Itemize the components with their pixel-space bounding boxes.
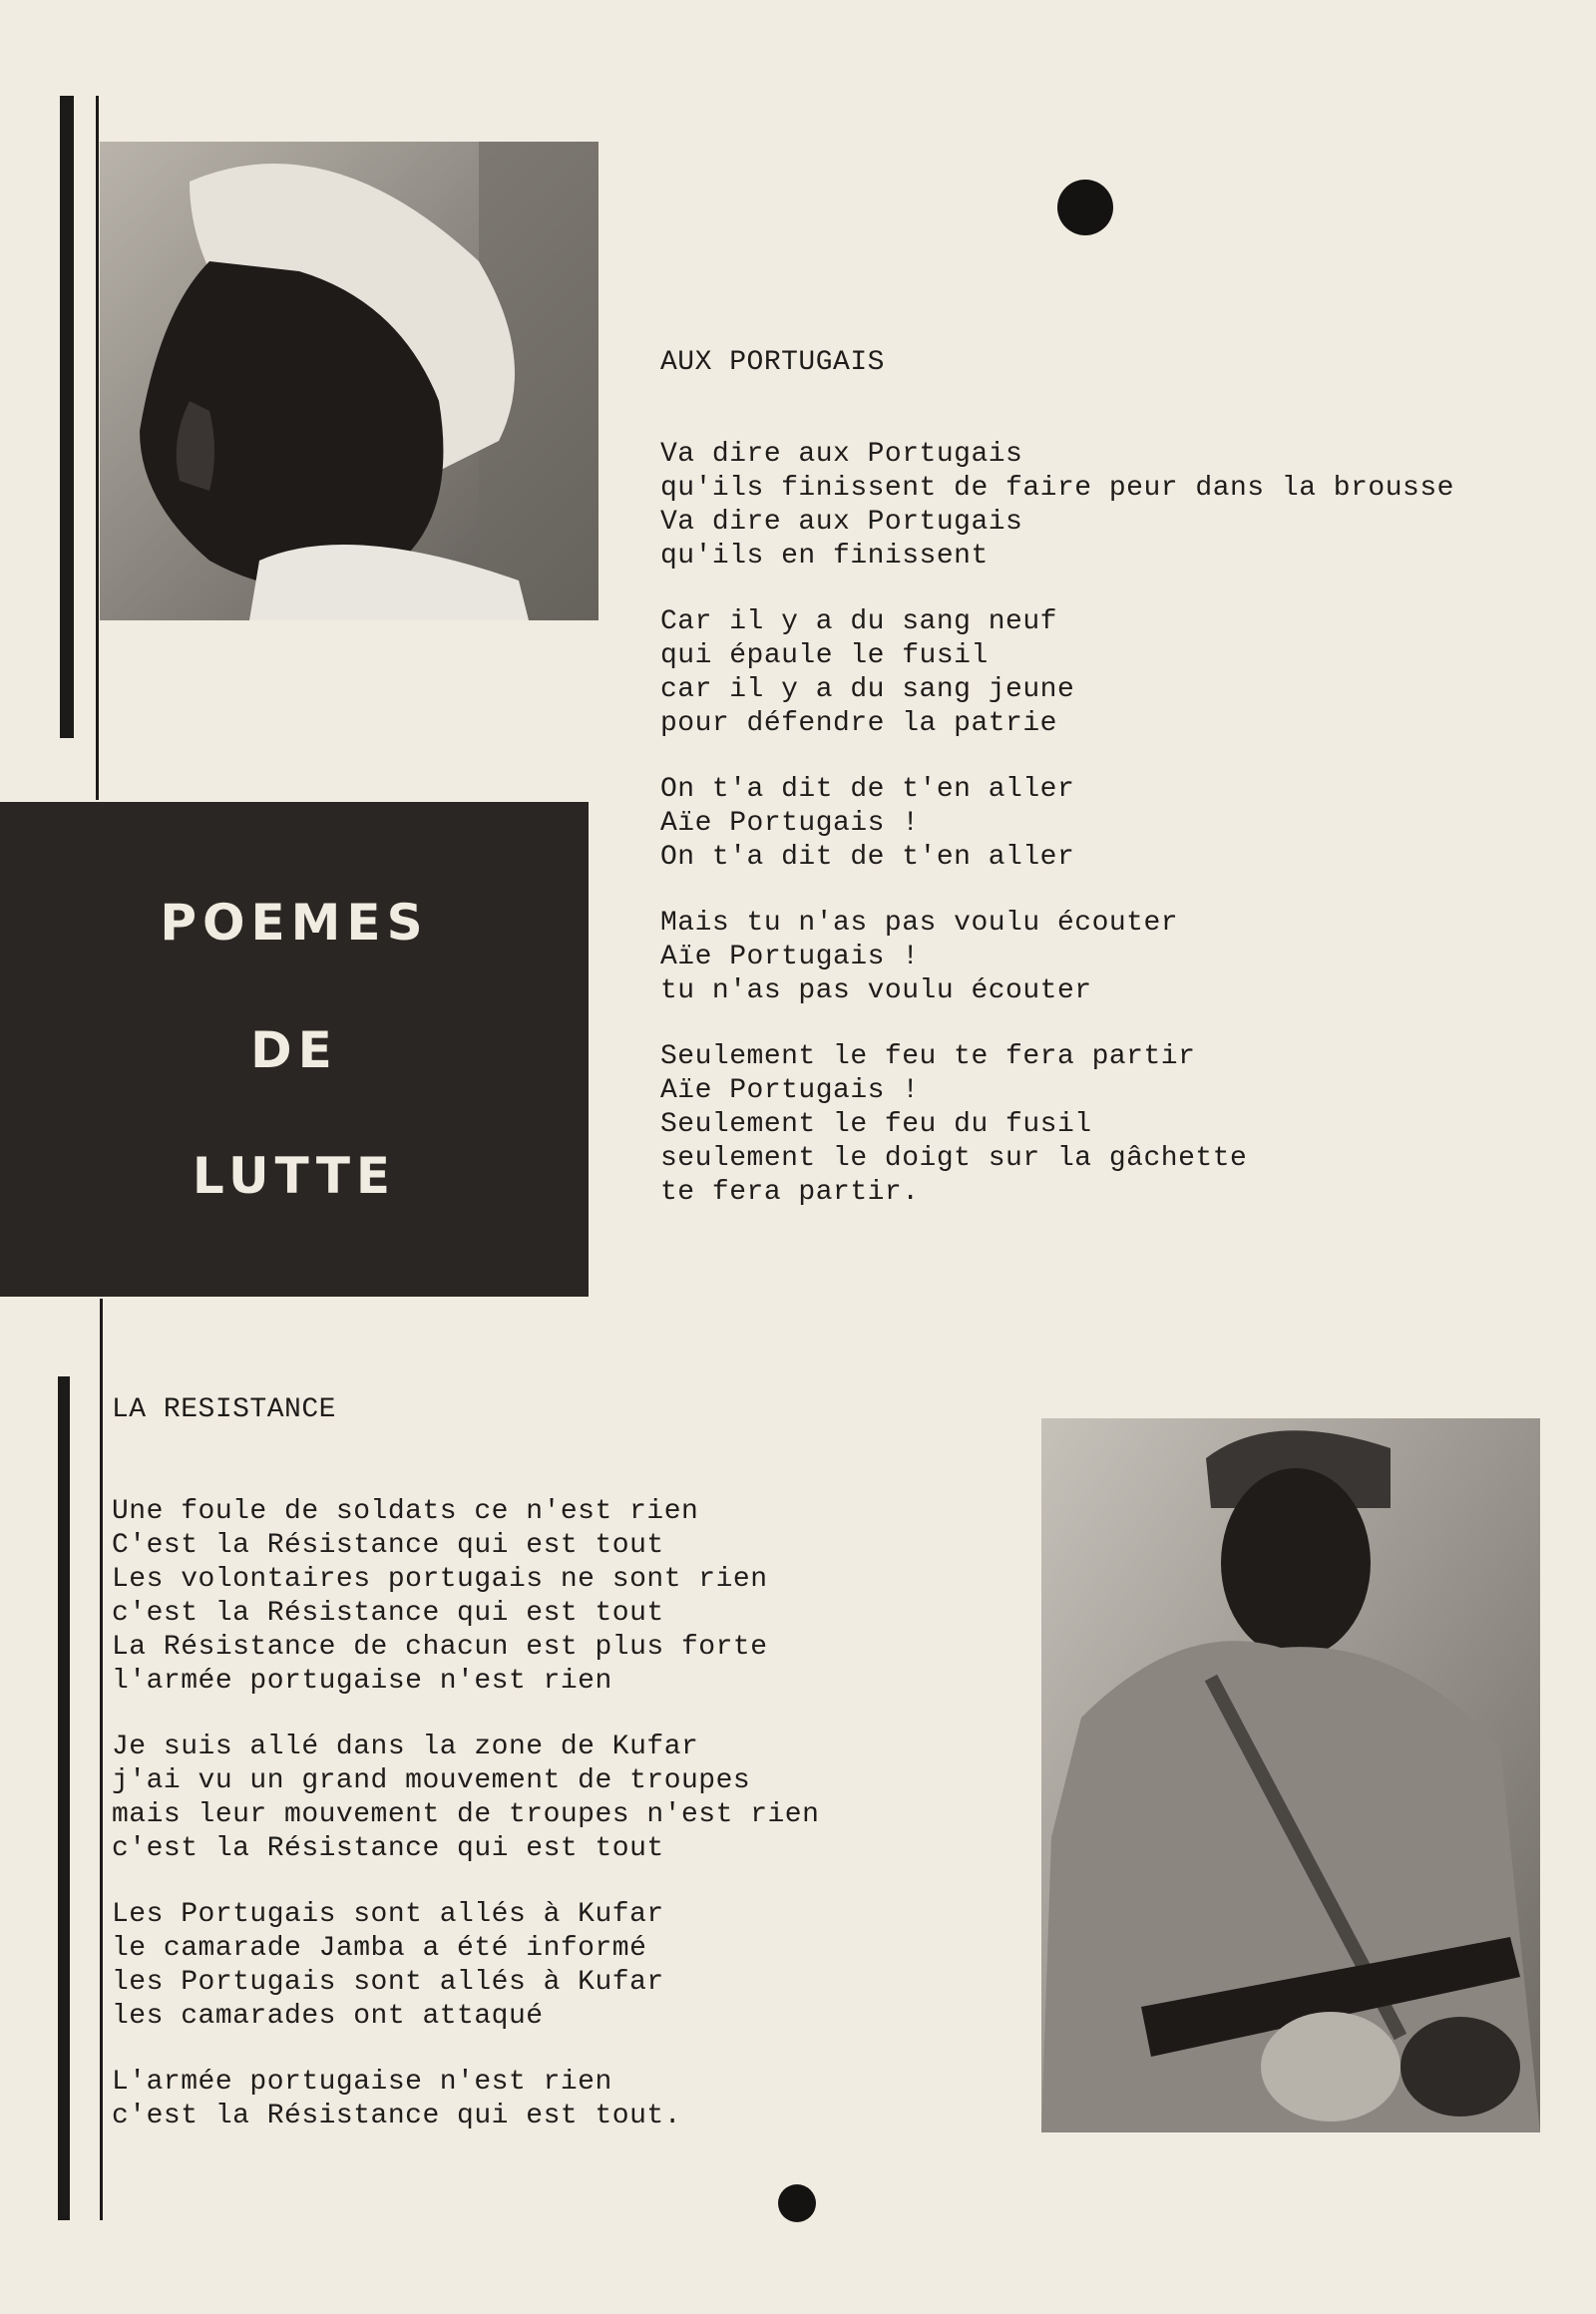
stanza bbox=[112, 2066, 1009, 2133]
stanza bbox=[112, 1898, 1009, 2034]
stanza bbox=[660, 605, 1588, 741]
poem-line: Seulement le feu du fusil bbox=[660, 1109, 1092, 1140]
stanza bbox=[660, 907, 1588, 1008]
poem-line: les camarades ont attaqué bbox=[112, 2001, 544, 2032]
title-line-3: LUTTE bbox=[192, 1147, 397, 1205]
poem-line: les Portugais sont allés à Kufar bbox=[112, 1967, 664, 1998]
punch-hole-top bbox=[1057, 180, 1113, 235]
poem-line: Va dire aux Portugais bbox=[660, 507, 1023, 538]
top-left-thick-bar bbox=[60, 96, 74, 738]
poem-la-resistance bbox=[112, 1394, 1009, 2165]
photo-soldier bbox=[1041, 1418, 1540, 2132]
poem-line: qui épaule le fusil bbox=[660, 640, 989, 671]
poem-aux-portugais bbox=[660, 347, 1588, 1242]
poem-line: pour défendre la patrie bbox=[660, 708, 1057, 739]
poem-line: c'est la Résistance qui est tout bbox=[112, 1598, 664, 1629]
title-line-2: DE bbox=[250, 1021, 338, 1079]
poem-line: j'ai vu un grand mouvement de troupes bbox=[112, 1765, 751, 1796]
punch-hole-bottom bbox=[778, 2184, 816, 2222]
stanza bbox=[660, 773, 1588, 875]
bottom-left-thick-bar bbox=[58, 1376, 70, 2220]
stanza bbox=[112, 1731, 1009, 1866]
stanza bbox=[112, 1495, 1009, 1699]
poem-line: car il y a du sang jeune bbox=[660, 674, 1075, 705]
poem-line: Aïe Portugais ! bbox=[660, 808, 920, 839]
poem-line: L'armée portugaise n'est rien bbox=[112, 2067, 612, 2098]
poem-line: qu'ils finissent de faire peur dans la brousse bbox=[660, 473, 1454, 504]
title-line-1: POEMES bbox=[160, 894, 429, 952]
poem-title: LA RESISTANCE bbox=[112, 1394, 336, 1425]
poem-line: La Résistance de chacun est plus forte bbox=[112, 1632, 768, 1663]
photo-woman-portrait bbox=[100, 142, 598, 620]
photo-soldier-image bbox=[1041, 1418, 1540, 2132]
poem-line: Va dire aux Portugais bbox=[660, 439, 1023, 470]
poem-line: c'est la Résistance qui est tout. bbox=[112, 2101, 681, 2131]
stanza bbox=[660, 1040, 1588, 1210]
top-left-thin-rule bbox=[96, 96, 99, 800]
poem-line: On t'a dit de t'en aller bbox=[660, 774, 1075, 805]
poem-line: le camarade Jamba a été informé bbox=[112, 1933, 647, 1964]
poem-line: Aïe Portugais ! bbox=[660, 1075, 920, 1106]
title-block bbox=[0, 802, 589, 1297]
stanza bbox=[660, 438, 1588, 574]
poem-line: mais leur mouvement de troupes n'est rien bbox=[112, 1799, 820, 1830]
poem-body bbox=[112, 1495, 1009, 2133]
poem-line: Les volontaires portugais ne sont rien bbox=[112, 1564, 768, 1595]
poem-line: Je suis allé dans la zone de Kufar bbox=[112, 1732, 699, 1762]
poem-line: qu'ils en finissent bbox=[660, 541, 989, 572]
photo-woman-image bbox=[100, 142, 598, 620]
poem-line: tu n'as pas voulu écouter bbox=[660, 975, 1092, 1006]
poem-line: Aïe Portugais ! bbox=[660, 942, 920, 972]
poem-line: te fera partir. bbox=[660, 1177, 920, 1208]
bottom-left-thin-rule bbox=[100, 1299, 103, 2220]
poem-line: l'armée portugaise n'est rien bbox=[112, 1666, 612, 1697]
poem-line: Seulement le feu te fera partir bbox=[660, 1041, 1196, 1072]
poem-line: c'est la Résistance qui est tout bbox=[112, 1833, 664, 1864]
poem-line: seulement le doigt sur la gâchette bbox=[660, 1143, 1248, 1174]
poem-line: Car il y a du sang neuf bbox=[660, 606, 1057, 637]
poem-title: AUX PORTUGAIS bbox=[660, 347, 885, 378]
poem-line: On t'a dit de t'en aller bbox=[660, 842, 1075, 873]
poem-line: Mais tu n'as pas voulu écouter bbox=[660, 908, 1179, 939]
poem-line: Une foule de soldats ce n'est rien bbox=[112, 1496, 699, 1527]
poem-line: C'est la Résistance qui est tout bbox=[112, 1530, 664, 1561]
poem-line: Les Portugais sont allés à Kufar bbox=[112, 1899, 664, 1930]
poem-body bbox=[660, 438, 1588, 1210]
